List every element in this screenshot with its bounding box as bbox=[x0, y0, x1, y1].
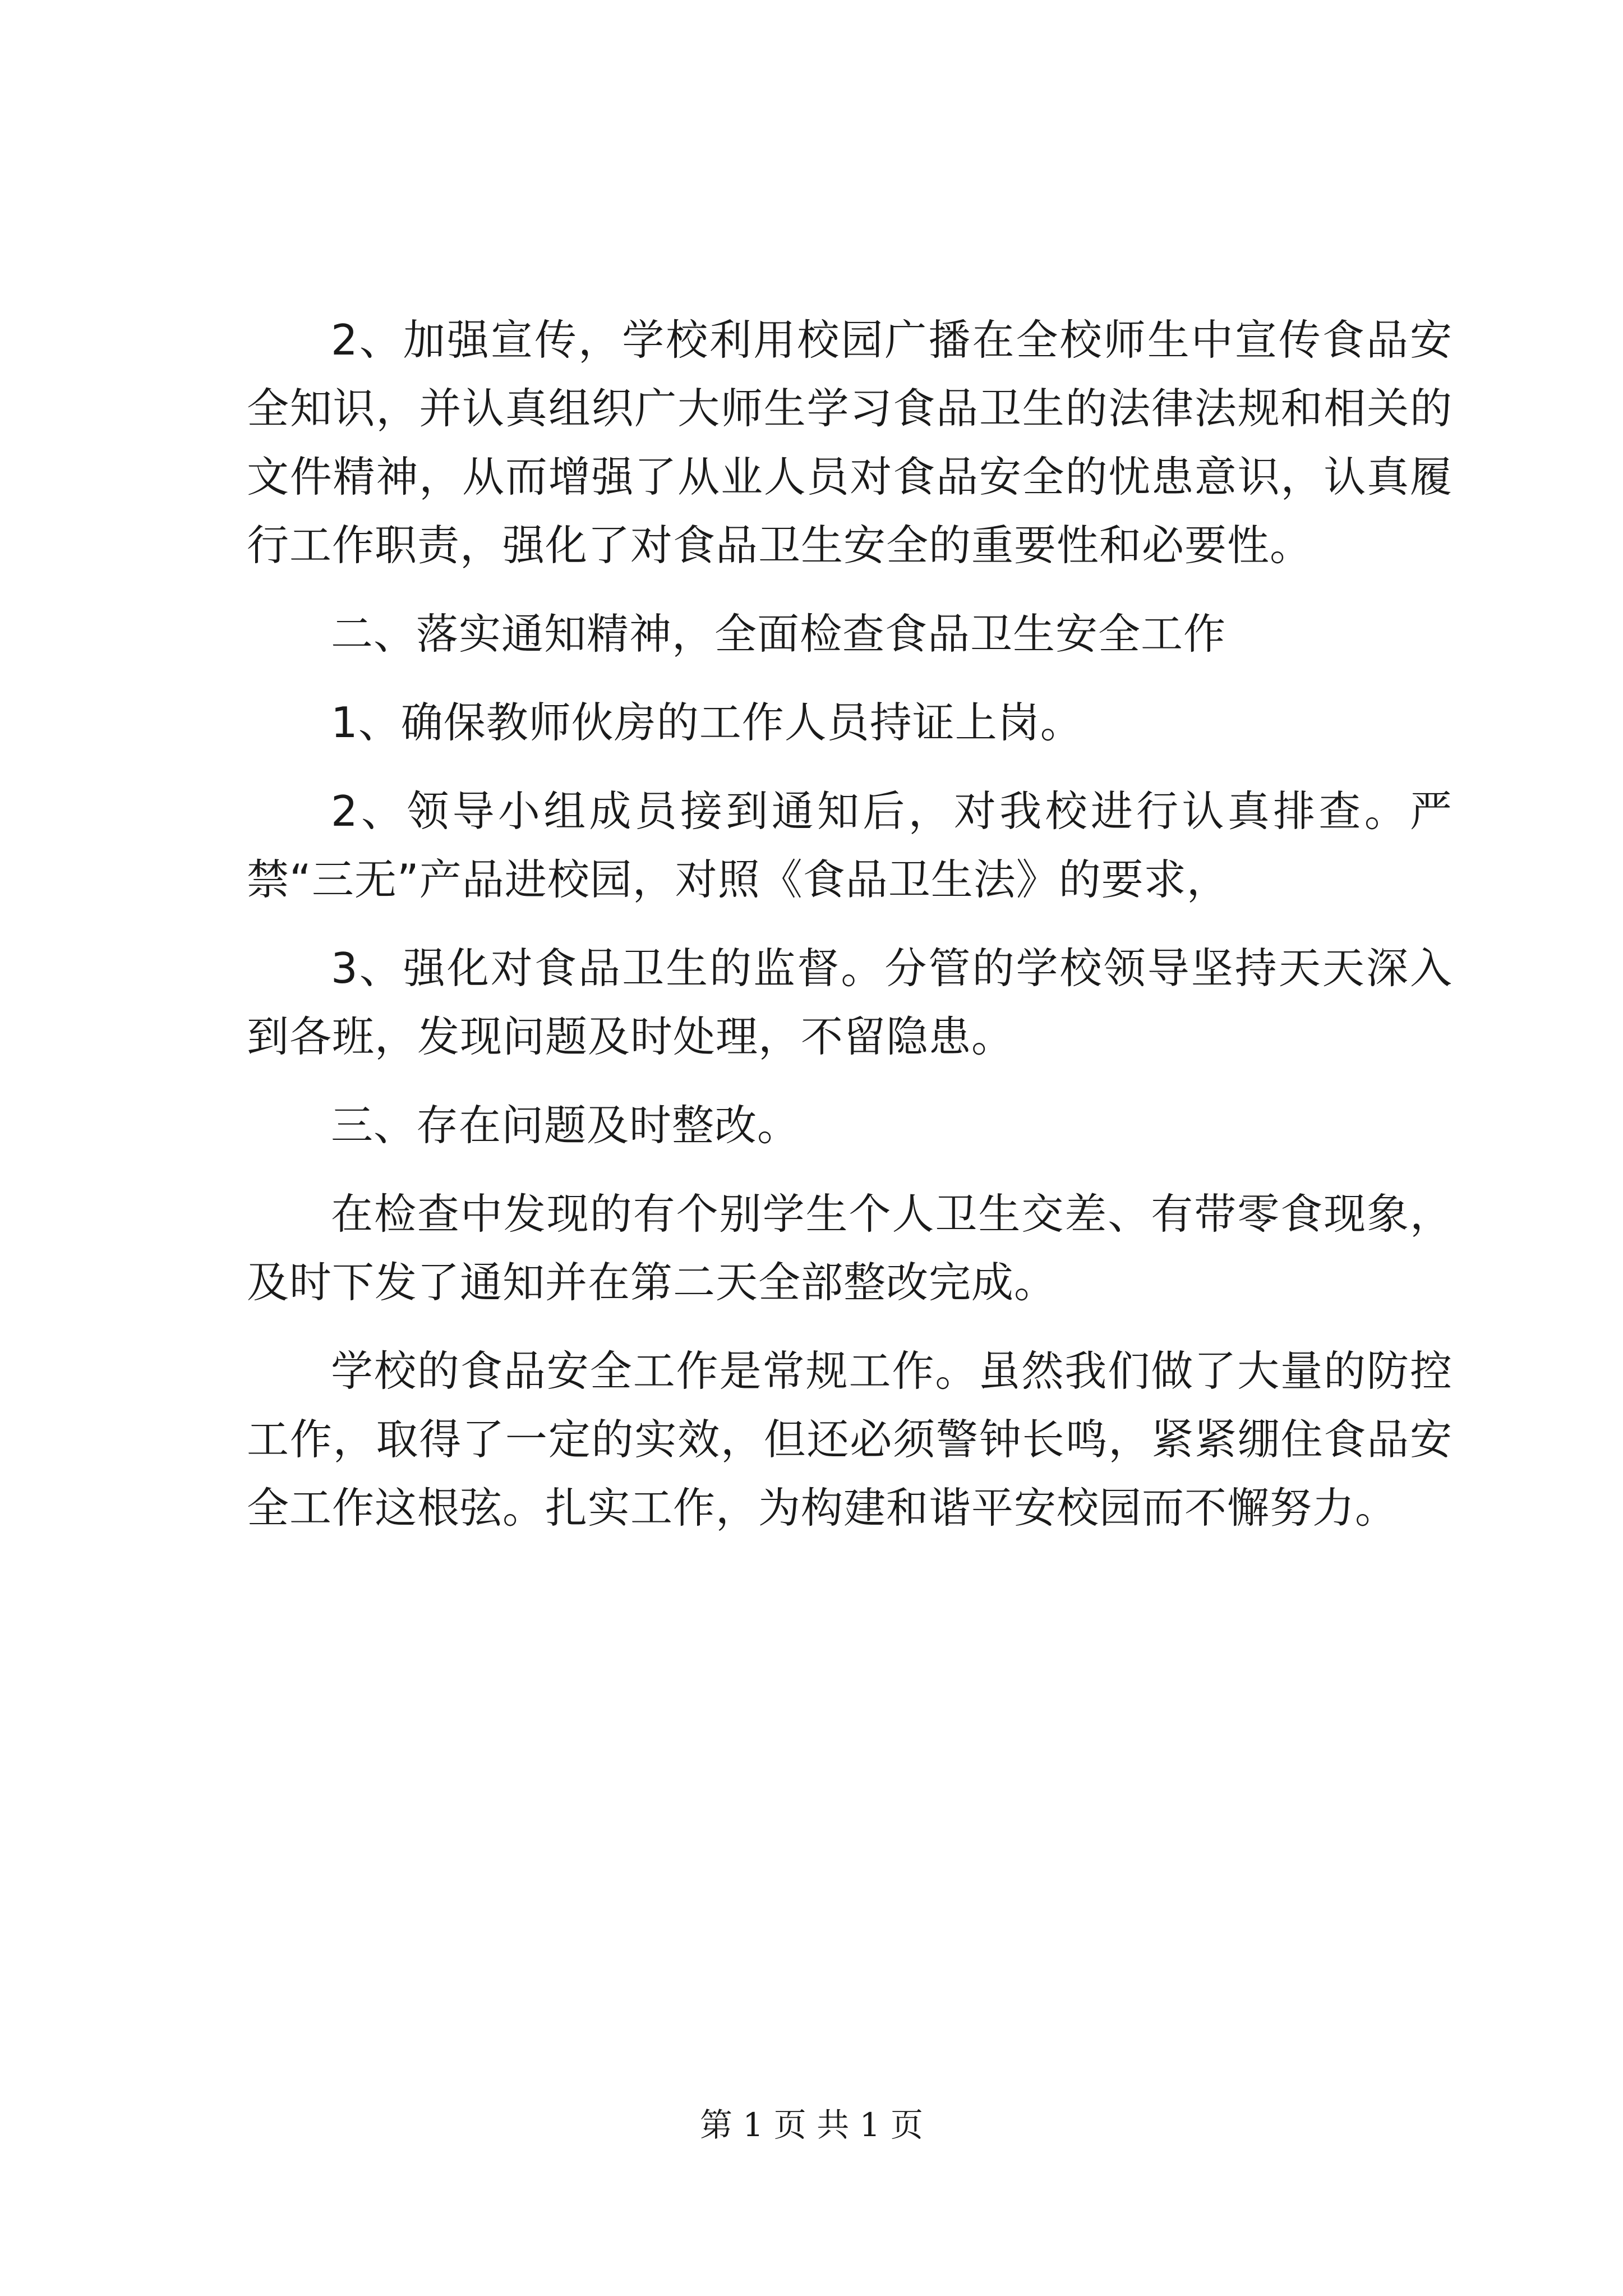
section-heading-rectification: 三、存在问题及时整改。 bbox=[331, 1101, 800, 1150]
paragraph-certified-staff: 1、确保教师伙房的工作人员持证上岗。 bbox=[331, 698, 1083, 747]
paragraph-findings: 在检查中发现的有个别学生个人卫生交差、有带零食现象，及时下发了通知并在第二天全部整改完成。 bbox=[247, 1189, 1453, 1307]
section-heading-inspection: 二、落实通知精神，全面检查食品卫生安全工作 bbox=[331, 609, 1227, 659]
paragraph-screening: 2、领导小组成员接到通知后，对我校进行认真排查。严禁“三无”产品进校园，对照《食品卫生法》的要求， bbox=[247, 786, 1453, 904]
document-body bbox=[247, 306, 1453, 1542]
paragraph-conclusion: 学校的食品安全工作是常规工作。虽然我们做了大量的防控工作，取得了一定的实效，但还必须警钟长鸣，紧紧绷住食品安全工作这根弦。扎实工作，为构建和谐平安校园而不懈努力。 bbox=[247, 1346, 1453, 1533]
page-number-footer: 第 1 页 共 1 页 bbox=[700, 2106, 923, 2144]
paragraph-publicity: 2、加强宣传，学校利用校园广播在全校师生中宣传食品安全知识，并认真组织广大师生学习食品卫生的法律法规和相关的文件精神，从而增强了从业人员对食品安全的忧患意识，认真履行工作职责，强化了对食品卫生安全的重要性和必要性。 bbox=[247, 315, 1453, 570]
paragraph-supervision: 3、强化对食品卫生的监督。分管的学校领导坚持天天深入到各班，发现问题及时处理，不留隐患。 bbox=[247, 944, 1453, 1061]
